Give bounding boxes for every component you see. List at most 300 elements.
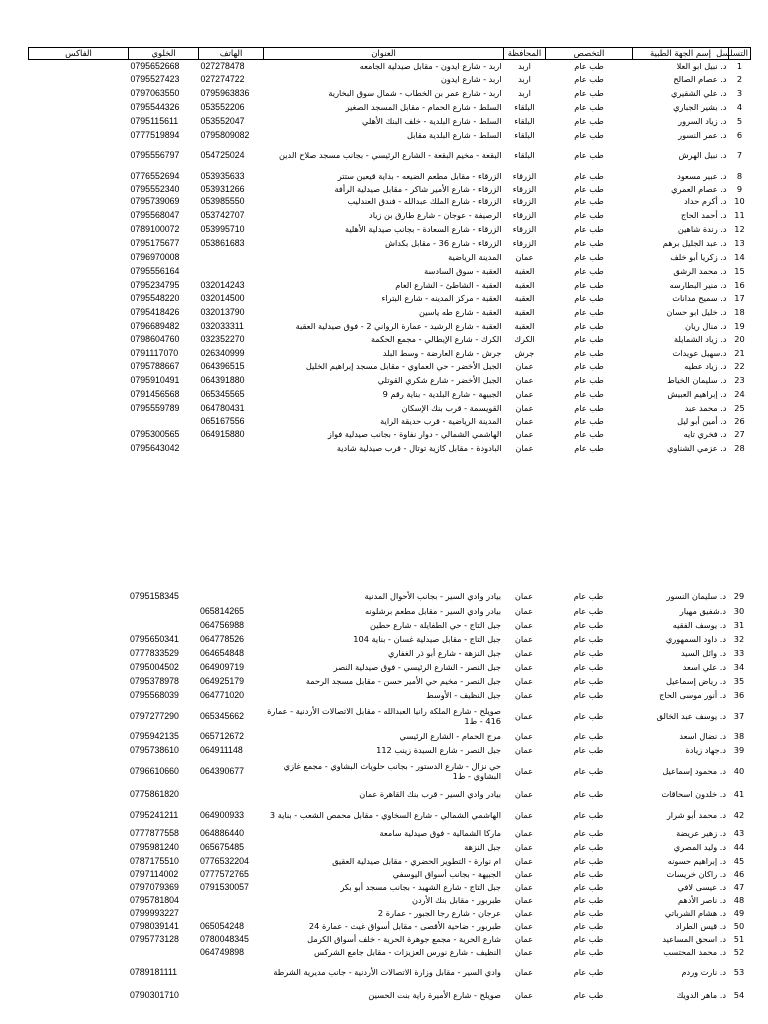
cell-seq: 23 xyxy=(734,374,745,385)
cell-phone xyxy=(198,986,263,1003)
cell-name: د. محمد المحتسب xyxy=(663,946,726,957)
cell-phone xyxy=(198,893,263,906)
cell-specialty: طب عام xyxy=(573,967,604,977)
cell-governorate: عمان xyxy=(514,967,534,977)
cell-governorate: عمان xyxy=(514,828,534,838)
cell-specialty: طب عام xyxy=(573,676,604,686)
header-governorate: المحافظة xyxy=(504,48,546,60)
cell-specialty: طب عام xyxy=(574,361,604,371)
cell-name: د. يوسف الفقيه xyxy=(672,620,726,630)
cell-seq: 42 xyxy=(733,810,745,820)
cell-fax xyxy=(29,100,129,114)
cell-governorate: الزرقاء xyxy=(512,183,537,194)
cell-fax xyxy=(28,688,128,702)
cell-seq: 7 xyxy=(736,150,743,160)
cell-name: د. سليمان الخياط xyxy=(667,374,727,385)
cell-address: جبل التاج - مقابل صيدلية غسان - بناية 104 xyxy=(353,634,501,644)
cell-mobile: 0795418426 xyxy=(130,306,180,317)
cell-governorate: عمان xyxy=(514,933,534,944)
cell-address: صويلح - شارع الأميرة راية بنت الحسين xyxy=(368,989,501,1000)
cell-mobile: 0795527423 xyxy=(130,73,180,84)
cell-specialty: طب عام xyxy=(574,442,604,453)
cell-seq: 36 xyxy=(733,690,745,700)
cell-specialty: طب عام xyxy=(573,933,604,944)
cell-address: اربد - شارع ايدون - مقابل صيدلية الجامعه xyxy=(359,60,502,71)
cell-mobile: 0795300565 xyxy=(130,429,180,439)
cell-address: الرصيفة - عوجان - شارع طارق بن زياد xyxy=(369,209,502,220)
cell-seq: 45 xyxy=(733,855,745,866)
table-row xyxy=(29,72,751,86)
cell-governorate: عمان xyxy=(514,894,534,905)
cell-phone: 053552047 xyxy=(200,115,245,126)
table-row xyxy=(28,932,750,945)
cell-specialty: طب عام xyxy=(573,690,604,700)
cell-specialty: طب عام xyxy=(574,279,604,290)
cell-address: الزرقاء - شارع 36 - مقابل بكداش xyxy=(384,238,502,248)
cell-mobile: 0797063550 xyxy=(130,87,180,98)
cell-seq: 12 xyxy=(734,223,745,234)
cell-phone: 065167556 xyxy=(200,416,245,426)
cell-specialty: طب عام xyxy=(573,634,604,644)
cell-governorate: جرش xyxy=(514,347,535,358)
cell-governorate: البلقاء xyxy=(514,101,535,112)
cell-phone: 054725024 xyxy=(200,150,245,160)
cell-specialty: طب عام xyxy=(574,293,604,303)
cell-specialty: طب عام xyxy=(574,129,604,140)
cell-mobile: 0798039141 xyxy=(130,920,179,931)
cell-specialty: طب عام xyxy=(574,196,604,206)
cell-name: د. نارت وردم xyxy=(681,967,726,977)
cell-specialty: طب عام xyxy=(573,920,604,931)
cell-name: د. محمد عبد xyxy=(684,402,727,413)
table-row xyxy=(28,804,750,826)
cell-name: د. عصام العمري xyxy=(671,183,727,194)
cell-seq: 11 xyxy=(734,209,745,220)
cell-seq: 22 xyxy=(734,361,745,371)
cell-name: د. سميح مدانات xyxy=(672,293,727,303)
cell-phone: 064780431 xyxy=(200,402,245,413)
table-row xyxy=(29,401,751,415)
cell-phone: 032013790 xyxy=(200,306,245,317)
table-row xyxy=(28,958,750,986)
cell-address: جبل النصر - الشارع الرئيسي - فوق صيدلية النصر xyxy=(333,662,501,672)
cell-fax xyxy=(29,346,129,360)
cell-name: د. خليل ابو حسان xyxy=(666,306,727,317)
table-body-part2 xyxy=(28,588,750,1003)
table-row xyxy=(29,373,751,387)
cell-seq: 32 xyxy=(733,634,745,644)
cell-name: د. إبراهيم حسونه xyxy=(667,855,726,866)
cell-name: د.سهيل عويدات xyxy=(672,347,727,358)
cell-name: د. اسحق المساعيد xyxy=(662,933,726,944)
cell-mobile: 0795158345 xyxy=(130,591,179,601)
cell-name: د. فخري تايه xyxy=(683,429,727,439)
cell-name: د. ماهر الدويك xyxy=(676,989,726,1000)
cell-specialty: طب عام xyxy=(574,429,604,439)
cell-seq: 49 xyxy=(733,907,745,918)
cell-fax xyxy=(28,804,128,826)
cell-name: د. عصام الصالح xyxy=(673,73,727,84)
table-row xyxy=(28,646,750,660)
doctors-table-part1 xyxy=(28,47,751,455)
cell-governorate: البلقاء xyxy=(514,115,535,126)
cell-mobile: 0795643042 xyxy=(130,442,180,453)
cell-seq: 35 xyxy=(733,676,745,686)
cell-specialty: طب عام xyxy=(573,710,604,721)
cell-phone: 0780048345 xyxy=(200,933,249,944)
cell-specialty: طب عام xyxy=(573,662,604,672)
cell-specialty: طب عام xyxy=(574,73,604,84)
cell-address: العقبة - شارع الرشيد - عمارة الرواني 2 - فوق صيدلية العقبة xyxy=(295,320,502,331)
cell-phone: 065712672 xyxy=(200,731,245,741)
cell-phone xyxy=(198,784,263,804)
cell-mobile: 0795556797 xyxy=(130,150,180,160)
cell-name: د.جهاد زيادة xyxy=(685,745,726,755)
cell-governorate: البلقاء xyxy=(514,150,535,160)
cell-specialty: طب عام xyxy=(573,620,604,630)
table-row xyxy=(28,702,750,729)
cell-specialty: طب عام xyxy=(573,606,604,616)
cell-specialty: طب عام xyxy=(573,810,604,820)
cell-address: الزرقاء - شارع السعادة - بجانب صيدلية الأهلية xyxy=(344,223,502,234)
cell-address: القويسمة - قرب بنك الإسكان xyxy=(401,402,502,413)
table-row xyxy=(29,236,751,251)
cell-specialty: طب عام xyxy=(574,170,604,181)
cell-governorate: عمان xyxy=(515,429,534,439)
header-name: إسم الجهة الطبية xyxy=(633,48,729,60)
cell-governorate: عمان xyxy=(514,634,534,644)
cell-specialty: طب عام xyxy=(573,881,604,892)
cell-name: د. نضال اسعد xyxy=(679,731,726,741)
cell-phone: 064886440 xyxy=(200,828,245,838)
cell-specialty: طب عام xyxy=(574,416,604,426)
cell-mobile: 0795568047 xyxy=(130,209,180,220)
cell-seq: 43 xyxy=(733,828,745,838)
cell-seq: 51 xyxy=(733,933,745,944)
cell-mobile: 0795910491 xyxy=(130,374,180,385)
cell-mobile: 0798604760 xyxy=(130,334,180,344)
cell-seq: 8 xyxy=(736,170,743,181)
cell-seq: 37 xyxy=(733,710,745,721)
table-body-part1 xyxy=(29,60,751,455)
cell-phone: 032352270 xyxy=(200,334,245,344)
table-row xyxy=(28,688,750,702)
cell-address: جبل النظيف - الأوسط xyxy=(426,690,501,700)
table-row xyxy=(28,906,750,919)
cell-fax xyxy=(29,360,129,373)
doctors-table-part2 xyxy=(28,588,750,1003)
cell-name: د. قيس الطراد xyxy=(675,920,726,931)
cell-governorate: عمان xyxy=(514,868,534,879)
cell-fax xyxy=(28,958,128,986)
cell-seq: 19 xyxy=(734,320,745,331)
table-row xyxy=(29,100,751,114)
table-row xyxy=(28,840,750,854)
cell-name: د. وائل السيد xyxy=(680,648,726,658)
table-row xyxy=(28,784,750,804)
cell-phone: 064925179 xyxy=(200,676,245,686)
cell-phone: 064771020 xyxy=(200,690,245,700)
cell-specialty: طب عام xyxy=(574,150,604,160)
cell-mobile: 0797079369 xyxy=(130,881,179,892)
cell-governorate: عمان xyxy=(514,907,534,918)
cell-specialty: طب عام xyxy=(574,320,604,331)
cell-mobile xyxy=(129,415,199,428)
cell-fax xyxy=(29,292,129,305)
cell-name: د. عيسى لافي xyxy=(677,881,726,892)
cell-specialty: طب عام xyxy=(574,334,604,344)
cell-seq: 40 xyxy=(733,765,745,776)
cell-mobile: 0795175677 xyxy=(130,238,180,248)
cell-name: د. زياد الشمايلة xyxy=(673,334,727,344)
cell-address: الزرقاء - شارع الملك عبدالله - فندق العندليب xyxy=(347,196,502,206)
cell-address: عرجان - شارع رجا الجبور - عمارة 2 xyxy=(377,907,501,918)
header-row xyxy=(29,48,751,60)
cell-mobile: 0777877558 xyxy=(130,828,179,838)
cell-mobile: 0795559789 xyxy=(130,402,180,413)
cell-seq: 44 xyxy=(733,842,745,852)
cell-name: د. عمر النسور xyxy=(678,129,727,140)
cell-phone: 0776532204 xyxy=(200,855,249,866)
cell-name: د. نبيل الهرش xyxy=(678,150,727,160)
cell-specialty: طب عام xyxy=(573,765,604,776)
cell-governorate: عمان xyxy=(514,620,534,630)
cell-phone: 053995710 xyxy=(200,223,245,234)
table-row xyxy=(29,278,751,292)
cell-phone: 064756988 xyxy=(200,620,245,630)
cell-governorate: الزرقاء xyxy=(512,196,537,206)
table-row xyxy=(28,588,750,604)
cell-phone: 053985550 xyxy=(200,196,245,206)
cell-governorate: عمان xyxy=(514,946,534,957)
cell-mobile: 0795981240 xyxy=(130,842,179,852)
cell-mobile: 0795650341 xyxy=(130,634,179,644)
cell-fax xyxy=(28,702,128,729)
cell-fax xyxy=(29,278,129,292)
cell-fax xyxy=(28,854,128,867)
cell-address: بيادر وادي السير - مقابل مطعم برشلونه xyxy=(364,606,501,616)
cell-seq: 1 xyxy=(736,60,743,71)
cell-mobile: 0795552340 xyxy=(130,183,180,194)
cell-specialty: طب عام xyxy=(573,894,604,905)
cell-specialty: طب عام xyxy=(573,745,604,755)
cell-mobile: 0795738610 xyxy=(130,745,179,755)
cell-name: د. داود السمهوري xyxy=(665,634,726,644)
cell-specialty: طب عام xyxy=(574,238,604,248)
cell-phone: 065345565 xyxy=(200,388,245,399)
cell-governorate: عمان xyxy=(515,442,534,453)
cell-governorate: البلقاء xyxy=(514,129,535,140)
cell-specialty: طب عام xyxy=(574,265,604,276)
cell-seq: 41 xyxy=(733,789,745,799)
table-row xyxy=(29,183,751,195)
cell-phone: 053552206 xyxy=(200,101,245,112)
cell-governorate: عمان xyxy=(514,745,534,755)
cell-phone: 053742707 xyxy=(200,209,245,220)
cell-mobile: 0796970008 xyxy=(130,252,180,262)
cell-seq: 28 xyxy=(734,442,745,453)
cell-fax xyxy=(28,674,128,688)
cell-address: طبربور - مقابل بنك الأردن xyxy=(411,894,501,905)
cell-governorate: العقبة xyxy=(514,265,535,276)
cell-address: شارع الحرية - مجمع جوهرة الحرية - خلف أسواق الكرمل xyxy=(307,933,501,944)
cell-seq: 18 xyxy=(734,306,745,317)
cell-fax xyxy=(28,757,128,784)
cell-governorate: الزرقاء xyxy=(512,209,537,220)
cell-address: السلط - شارع البلدية مقابل xyxy=(406,129,502,140)
cell-phone: 053861683 xyxy=(200,238,245,248)
cell-mobile: 0795548220 xyxy=(130,293,180,303)
cell-fax xyxy=(28,986,128,1003)
cell-specialty: طب عام xyxy=(574,347,604,358)
cell-mobile: 0789100072 xyxy=(130,223,180,234)
cell-address: الجبيهة - بجانب أسواق اليوسفي xyxy=(392,868,501,879)
cell-specialty: طب عام xyxy=(573,842,604,852)
cell-fax xyxy=(29,428,129,441)
cell-address: الكرك - شارع الإيطالي - مجمع الحكمة xyxy=(371,334,502,344)
cell-name: د. رندة شاهين xyxy=(677,223,727,234)
cell-fax xyxy=(28,729,128,743)
cell-phone: 064396515 xyxy=(200,361,245,371)
cell-phone: 064911148 xyxy=(200,745,243,755)
cell-address: السلط - شارع البلدية - خلف البنك الأهلي xyxy=(362,115,502,126)
cell-name: د. راكان خريسات xyxy=(666,868,726,879)
cell-seq: 50 xyxy=(733,920,745,931)
cell-mobile: 0790301710 xyxy=(130,989,179,1000)
cell-address: ماركا الشمالية - فوق صيدلية سامعة xyxy=(379,828,501,838)
cell-name: د. عزمي الشناوي xyxy=(667,442,727,453)
table-row xyxy=(29,441,751,455)
cell-specialty: طب عام xyxy=(574,115,604,126)
cell-name: د. أمين أبو ليل xyxy=(677,416,727,426)
cell-governorate: عمان xyxy=(514,710,534,721)
cell-mobile: 0791117070 xyxy=(130,347,179,358)
cell-address: جبل التاج - حي الطفايلة - شارع حطين xyxy=(370,620,501,630)
table-row xyxy=(29,251,751,264)
cell-address: وادي السير - مقابل وزارة الاتصالات الأردنية - جانب مديرية الشرطة xyxy=(273,967,501,977)
cell-address: المدينة الرياضية - قرب حديقة الراية xyxy=(380,416,502,426)
cell-name: د. يوسف عبد الخالق xyxy=(656,710,726,721)
cell-fax xyxy=(28,743,128,757)
cell-mobile: 0795004502 xyxy=(130,662,179,672)
cell-seq: 31 xyxy=(733,620,745,630)
header-fax: الفاكس xyxy=(29,48,129,60)
cell-fax xyxy=(29,114,129,128)
cell-phone: 064909719 xyxy=(200,662,245,672)
cell-governorate: عمان xyxy=(515,361,534,371)
cell-mobile: 0795652668 xyxy=(130,60,180,71)
cell-governorate: عمان xyxy=(515,388,534,399)
cell-governorate: عمان xyxy=(514,606,534,616)
cell-phone: 027274722 xyxy=(200,73,245,84)
cell-mobile xyxy=(128,618,198,632)
cell-name: د. أنور موسى الحاج xyxy=(659,690,726,700)
cell-specialty: طب عام xyxy=(573,828,604,838)
cell-fax xyxy=(29,387,129,401)
cell-phone: 027278478 xyxy=(200,60,245,71)
cell-seq: 24 xyxy=(734,388,745,399)
cell-name: د. إبراهيم العبيش xyxy=(667,388,727,399)
table-row xyxy=(28,854,750,867)
cell-fax xyxy=(29,401,129,415)
cell-seq: 47 xyxy=(733,881,745,892)
cell-name: د. محمود إسماعيل xyxy=(662,765,726,776)
table-row xyxy=(29,319,751,333)
cell-seq: 5 xyxy=(736,115,743,126)
header-seq: التسلسل xyxy=(729,48,751,60)
cell-mobile: 0789181111 xyxy=(130,967,177,977)
cell-name: د. علي الشقيري xyxy=(671,87,727,98)
cell-fax xyxy=(29,222,129,236)
cell-specialty: طب عام xyxy=(574,223,604,234)
cell-address: صويلح - شارع الملكة رانيا العبدالله - مقابل الاتصالات الأردنية - عمارة 416 - ط1 xyxy=(267,705,501,726)
cell-fax xyxy=(28,893,128,906)
cell-fax xyxy=(28,646,128,660)
cell-phone: 064749898 xyxy=(200,946,245,957)
cell-seq: 34 xyxy=(733,662,745,672)
cell-address: مرج الحمام - الشارع الرئيسي xyxy=(399,731,501,741)
cell-governorate: العقبة xyxy=(514,306,535,317)
cell-seq: 6 xyxy=(736,129,743,140)
cell-seq: 4 xyxy=(736,101,743,112)
cell-seq: 39 xyxy=(733,745,745,755)
cell-fax xyxy=(29,415,129,428)
cell-address: الجبل الأخضر - شارع شكري القوتلي xyxy=(377,374,502,385)
cell-name: د. رياض إسماعيل xyxy=(666,676,726,686)
table-row xyxy=(28,660,750,674)
header-specialty: التخصص xyxy=(546,48,633,60)
cell-fax xyxy=(29,169,129,183)
cell-seq: 9 xyxy=(736,183,743,194)
table-row xyxy=(28,919,750,932)
cell-specialty: طب عام xyxy=(573,855,604,866)
cell-name: د. زكريا أبو خلف xyxy=(670,252,727,262)
cell-phone: 0777572765 xyxy=(200,868,249,879)
cell-seq: 25 xyxy=(734,402,745,413)
cell-phone xyxy=(198,958,263,986)
cell-address: الزرقاء - مقابل مطعم الضيعه - بداية قيعين ستتر xyxy=(337,170,502,181)
cell-mobile: 0776552694 xyxy=(130,170,180,181)
cell-mobile: 0787175510 xyxy=(130,855,179,866)
cell-address: حي نزال - شارع الدستور - بجانب حلويات البشاوي - مجمع غازي البشاوي - ط1 xyxy=(283,760,501,781)
cell-address: طبربور - ضاحية الأقصى - مقابل أسواق غيث - عمارة 24 xyxy=(308,920,501,931)
cell-name: د. محمد أبو شرار xyxy=(666,810,726,820)
cell-fax xyxy=(28,660,128,674)
cell-address: المدينة الرياضية xyxy=(448,252,502,262)
cell-fax xyxy=(28,618,128,632)
cell-address: السلط - شارع الحمام - مقابل المسجد الصغير xyxy=(345,101,502,112)
cell-address: جبل النصر - شارع السيدة زينب 112 xyxy=(376,745,501,755)
cell-fax xyxy=(28,867,128,880)
cell-governorate: الزرقاء xyxy=(512,223,537,234)
cell-specialty: طب عام xyxy=(574,402,604,413)
cell-address: جرش - شارع العارضة - وسط البلد xyxy=(382,347,502,358)
table-row xyxy=(29,195,751,208)
cell-fax xyxy=(28,784,128,804)
cell-phone xyxy=(199,441,264,455)
cell-seq: 52 xyxy=(733,946,745,957)
cell-governorate: عمان xyxy=(514,881,534,892)
table-row xyxy=(29,346,751,360)
cell-address: العقبة - سوق السادسة xyxy=(424,265,502,276)
cell-seq: 29 xyxy=(733,591,745,601)
cell-phone: 032014243 xyxy=(200,279,245,290)
cell-address: ام نوارة - التطوير الحضري - مقابل صيدلية العقيق xyxy=(332,855,501,866)
cell-mobile: 0797114002 xyxy=(130,868,179,879)
cell-address: بيادر وادي السير - بجانب الأحوال المدنية xyxy=(364,591,501,601)
cell-specialty: طب عام xyxy=(573,731,604,741)
cell-fax xyxy=(28,945,128,958)
